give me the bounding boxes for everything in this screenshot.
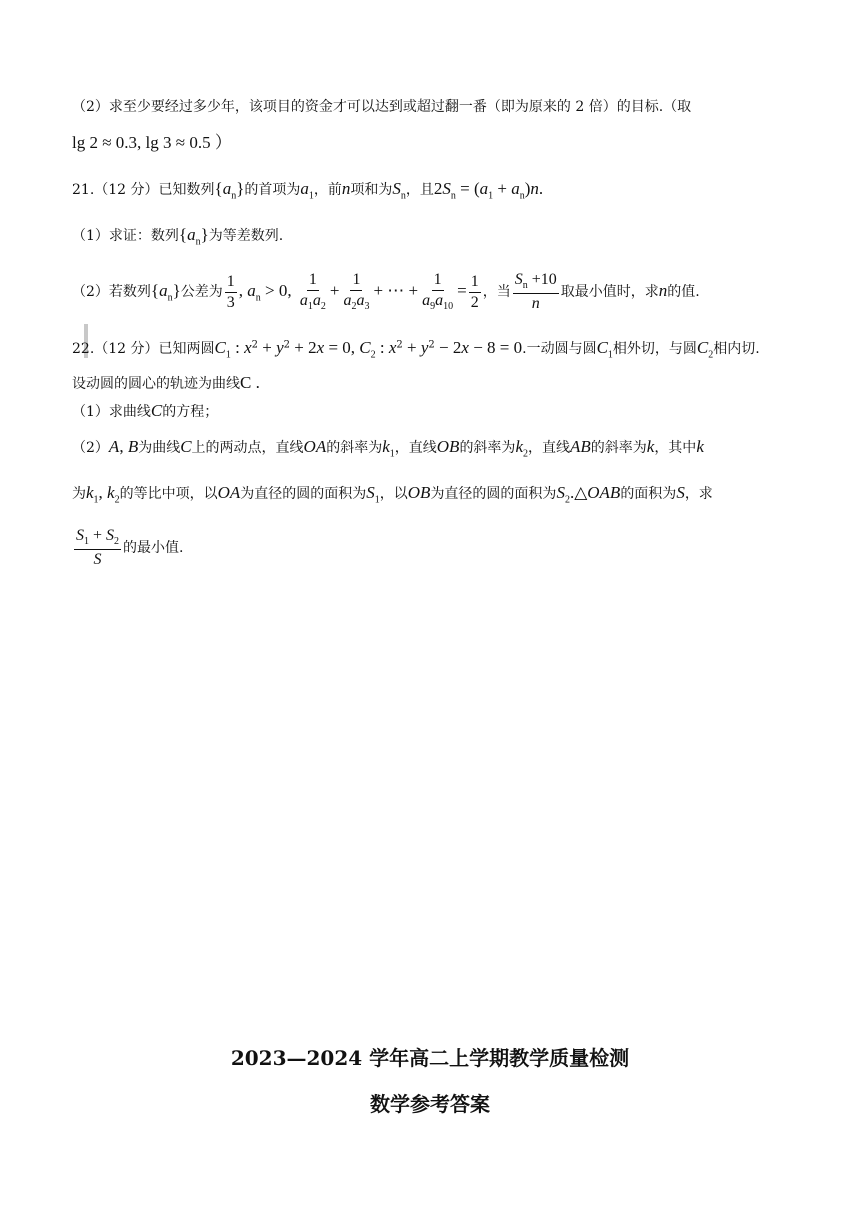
q22-line2: 设动圆的圆心的轨迹为曲线C . bbox=[72, 373, 260, 392]
q22-stem: 22.（12 分）已知两圆$C_1$ : $x^2 + y^2 + 2x = 0$, $C_2$ : $x^2 + y^2 - 2x - 8 = 0$.一动圆与圆$C_1$相外切，与圆$C_2$相内切. bbox=[72, 338, 760, 361]
q22-part2-line2: 为$k_1$, $k_2$的等比中项，以OA为直径的圆的面积为$S_1$，以OB为直径的圆的面积为$S_2.\triangle OAB$的面积为S，求 bbox=[72, 483, 713, 506]
q21-stem: 21.（12 分）已知数列$\{a_n\}$的首项为$a_1$，前n项和为$S_n$，且$2S_n = (a_1 + a_n)n$. bbox=[72, 179, 544, 202]
q20-part2: （2）求至少要经过多少年，该项目的资金才可以达到或超过翻一番（即为原来的 2 倍）的目标.（取 bbox=[72, 99, 692, 115]
q22-part2-line3: $\frac{S_1 + S_2}{S}$ 的最小值. bbox=[76, 527, 184, 569]
q20-hint: lg 2 ≈ 0.3, lg 3 ≈ 0.5 ） bbox=[72, 133, 232, 152]
answers-title: 2023—2024 学年高二上学期教学质量检测 bbox=[230, 1046, 630, 1070]
q22-part1: （1）求曲线C的方程； bbox=[72, 401, 219, 420]
q22-part2-line1: （2）A, B为曲线C上的两动点，直线OA的斜率为$k_1$，直线OB的斜率为$k_2$，直线AB的斜率为k，其中k bbox=[72, 437, 704, 460]
answers-subtitle: 数学参考答案 bbox=[370, 1092, 490, 1116]
q21-part1: （1）求证：数列$\{a_n\}$为等差数列. bbox=[72, 225, 284, 248]
q21-part2: （2）若数列$\{a_n\}$公差为 $\frac{1}{3}$ , $a_n > 0$, $\frac{1}{a_1a_2}$ + $\frac{1}{a_2a_3}$ + ⋯ + $\frac{1}{a_9a_{10}}$ = $\frac{1}{2}$ ，当 $\frac{S_n +10}{n}$ 取最小值时，求n的值. bbox=[72, 271, 700, 313]
